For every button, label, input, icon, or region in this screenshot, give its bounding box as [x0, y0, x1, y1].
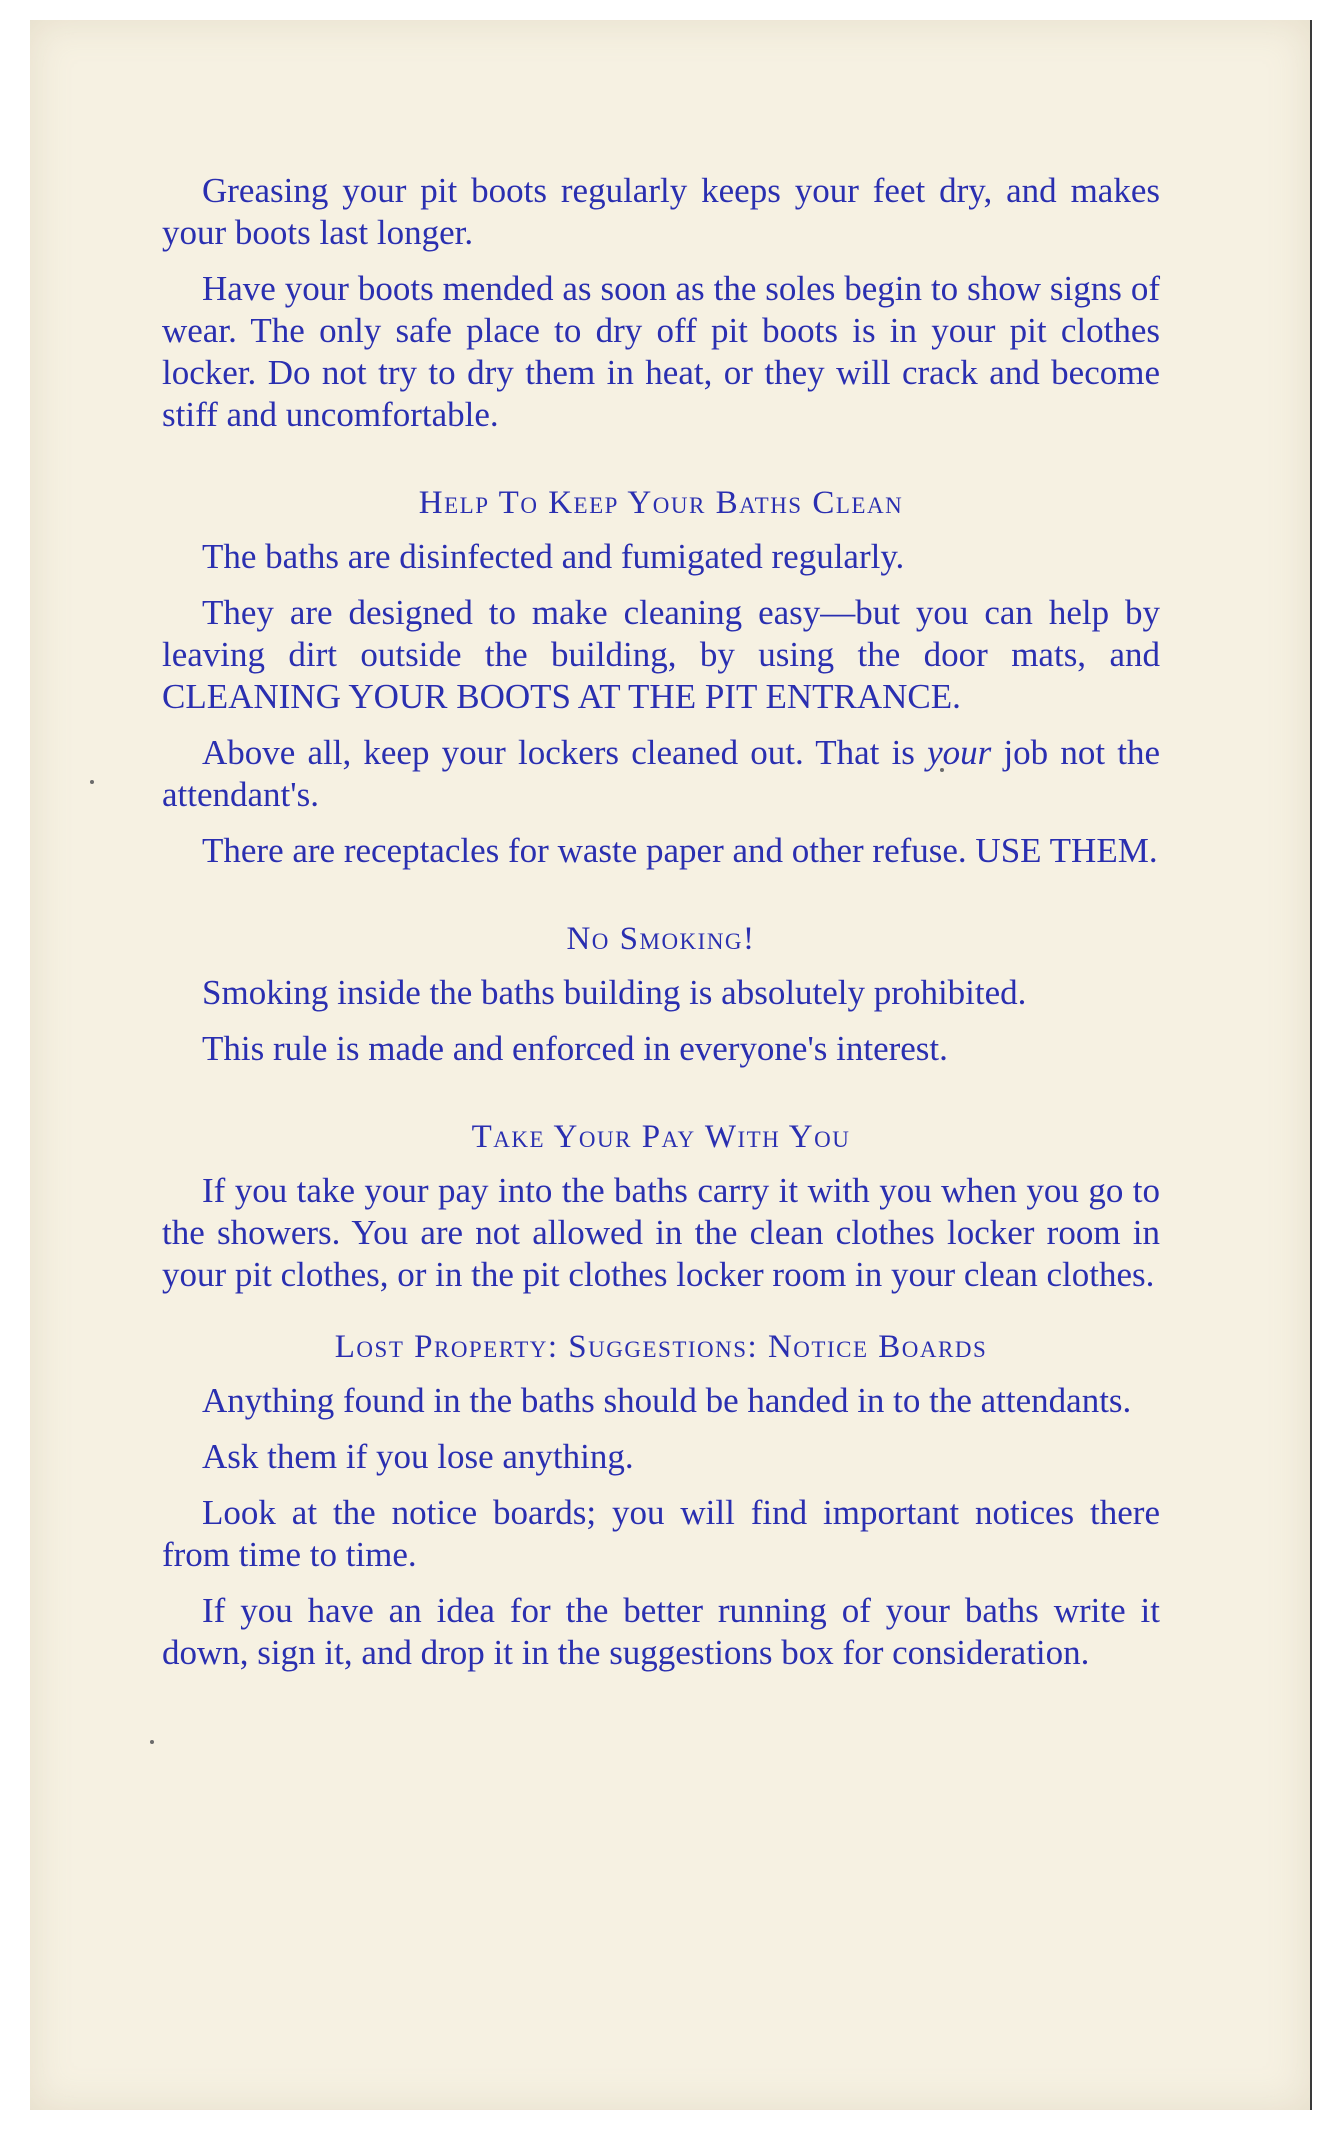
- paper-speck: [90, 780, 94, 784]
- baths-clean-paragraph-3-start: Above all, keep your lockers cleaned out. That is: [202, 733, 928, 772]
- baths-clean-paragraph-3-emphasis: your: [927, 733, 992, 772]
- lost-property-paragraph-4: If you have an idea for the better running of your baths write it down, sign it, and drop it in the suggestions box for consideration.: [162, 1591, 1160, 1672]
- pay-paragraph-1: If you take your pay into the baths carry it with you when you go to the showers. You are not allowed in the clean clothes locker room in your pit clothes, or in the pit clothes locker room in your clean clothes.: [162, 1171, 1160, 1294]
- baths-clean-paragraph-4: There are receptacles for waste paper and other refuse. USE THEM.: [202, 831, 1158, 870]
- no-smoking-paragraph-2: This rule is made and enforced in everyone's interest.: [202, 1029, 948, 1068]
- document-page: [30, 20, 1312, 2110]
- heading-no-smoking: No Smoking!: [566, 921, 756, 957]
- intro-paragraph-2: Have your boots mended as soon as the soles begin to show signs of wear. The only safe place to dry off pit boots is in your pit clothes locker. Do not try to dry them in heat, or they will crack and become stiff and uncomfortable.: [162, 269, 1160, 434]
- document-body: [162, 170, 1160, 1688]
- baths-clean-paragraph-2: They are designed to make cleaning easy—but you can help by leaving dirt outside the building, by using the door mats, and CLEANING YOUR BOOTS AT THE PIT ENTRANCE.: [162, 593, 1160, 716]
- heading-take-pay: Take Your Pay With You: [471, 1119, 851, 1155]
- paper-speck: [150, 1740, 154, 1744]
- baths-clean-paragraph-3-end: job not the attendant's.: [162, 733, 1160, 814]
- lost-property-paragraph-1: Anything found in the baths should be handed in to the attendants.: [202, 1381, 1132, 1420]
- no-smoking-paragraph-1: Smoking inside the baths building is absolutely prohibited.: [202, 973, 1027, 1012]
- lost-property-paragraph-2: Ask them if you lose anything.: [202, 1437, 634, 1476]
- heading-baths-clean: Help To Keep Your Baths Clean: [418, 485, 904, 521]
- intro-paragraph-1: Greasing your pit boots regularly keeps your feet dry, and makes your boots last longer.: [162, 171, 1160, 252]
- baths-clean-paragraph-3: [162, 732, 1160, 816]
- baths-clean-paragraph-1: The baths are disinfected and fumigated regularly.: [202, 537, 905, 576]
- lost-property-paragraph-3: Look at the notice boards; you will find important notices there from time to time.: [162, 1493, 1160, 1574]
- heading-lost-property: Lost Property: Suggestions: Notice Boards: [334, 1329, 988, 1365]
